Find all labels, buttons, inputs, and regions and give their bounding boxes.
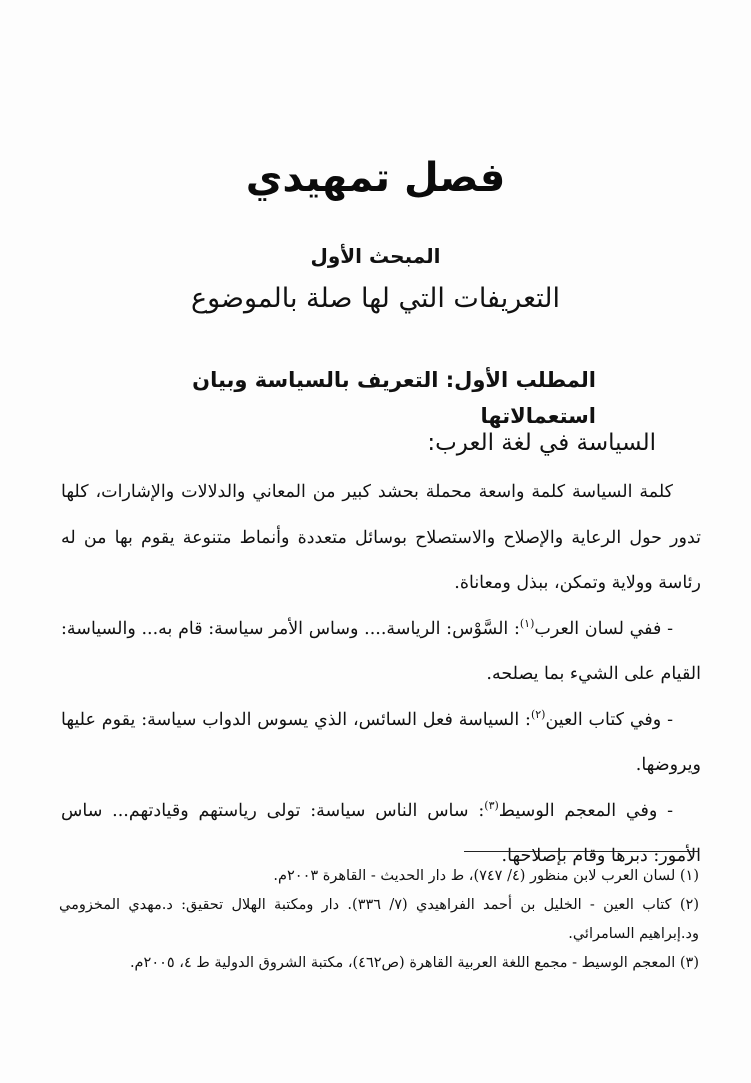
paragraph-wasit-text: : ساس الناس سياسة: تولى رياستهم وقيادتهم... ساس الأمور: دبرها وقام بإصلاحها. [61,800,701,866]
footnote-divider [464,851,699,852]
paragraph-lisan-lead: - ففي لسان العرب [534,618,673,639]
body-text [61,470,701,880]
paragraph-ayn [61,698,701,789]
paragraph-wasit-lead: - وفي المعجم الوسيط [498,800,673,821]
section-title: التعريفات التي لها صلة بالموضوع [190,283,561,314]
footnote-ref-3: (٣) [484,798,499,812]
footnote-1: (١) لسان العرب لابن منظور (٤/ ٧٤٧)، ط دار الحديث - القاهرة ٢٠٠٣م. [273,868,699,884]
footnote-2: (٢) كتاب العين - الخليل بن أحمد الفراهيدي (٧/ ٣٣٦). دار ومكتبة الهلال تحقيق: د.مهدي المخزومي ود.إبراهيم السامرائي. [59,897,699,942]
paragraph-lisan-text: : السَّوْس: الرياسة.... وساس الأمر سياسة: قام به... والسياسة: القيام على الشيء بما يصلحه. [61,618,701,684]
paragraph-ayn-lead: - وفي كتاب العين [545,709,673,730]
chapter-title: فصل تمهيدي [245,155,506,201]
paragraph-ayn-text: : السياسة فعل السائس، الذي يسوس الدواب سياسة: يقوم عليها ويروضها. [61,709,701,775]
language-heading: السياسة في لغة العرب: [427,430,656,456]
paragraph-intro: كلمة السياسة كلمة واسعة محملة بحشد كبير من المعاني والدلالات والإشارات، كلها تدور حول الرعاية والإصلاح والاستصلاح بوسائل متعددة وأنماط متنوعة يقوم بها من له رئاسة وولاية وتمكن، ببذل ومعاناة. [61,482,701,593]
section-label: المبحث الأول [310,244,441,268]
paragraph-lisan [61,607,701,698]
subsection-title: المطلب الأول: التعريف بالسياسة وبيان استعمالاتها [192,368,596,428]
footnote-ref-2: (٢) [530,707,546,721]
footnotes [59,862,699,978]
footnote-3: (٣) المعجم الوسيط - مجمع اللغة العربية القاهرة (ص٤٦٢)، مكتبة الشروق الدولية ط ٤، ٢٠٠٥م. [129,955,699,971]
footnote-ref-1: (١) [519,616,535,630]
